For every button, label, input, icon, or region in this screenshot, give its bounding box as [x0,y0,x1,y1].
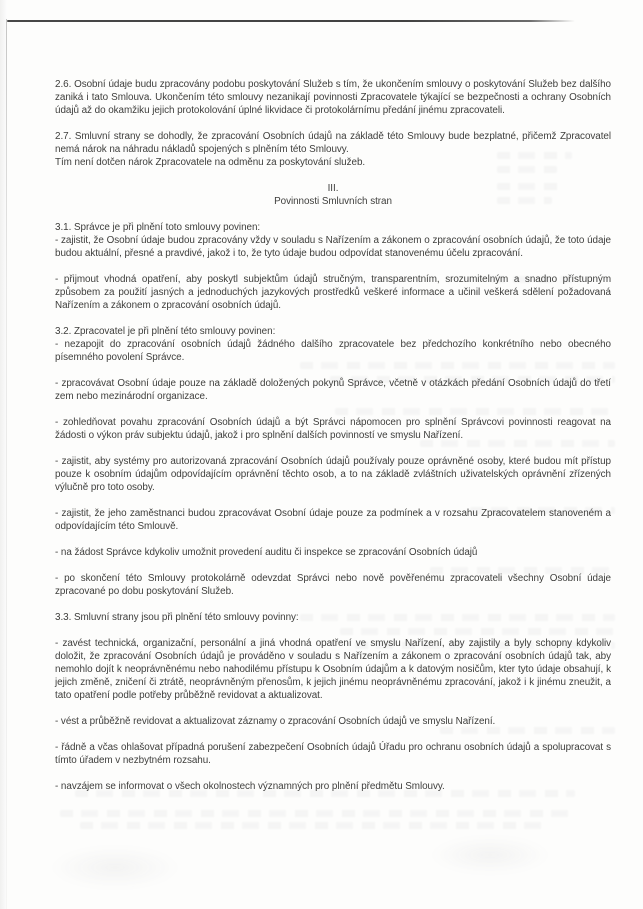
clause-2-7: 2.7. Smluvní strany se dohodly, že zpracování Osobních údajů na základě této Smlouvy bude bezplatné, přičemž Zpracovatel nemá nárok na náhradu nákladů spojených s plněním této Smlouvy. [55,131,611,155]
scan-artifact-edge-shade [0,0,7,909]
clause-3-2-bullet: - zohledňovat povahu zpracování Osobních údajů a být Správci nápomocen pro splnění Správcovi povinnosti reagovat na žádosti o výkon práv subjektu údajů, jakož i pro splnění dalších povinností ve smyslu Nařízení. [55,417,611,441]
clause-3-2-bullet: - na žádost Správce kdykoliv umožnit provedení auditu či inspekce se zpracování Osobních údajů [55,547,478,558]
article-heading [55,182,611,208]
bleedthrough-mark [80,822,550,829]
clause-3-3-intro: 3.3. Smluvní strany jsou při plnění této smlouvy povinny: [55,612,299,623]
scan-smudge [430,835,550,875]
clause-3-2-bullet: - nezapojit do zpracování osobních údajů žádného dalšího zpracovatele bez předchozího konkrétního nebo obecného písemného povolení Správce. [55,339,611,363]
document-body [55,78,611,806]
clause-2-6: 2.6. Osobní údaje budu zpracovány podobu poskytování Služeb s tím, že ukončením smlouvy o poskytování Služeb bez dalšího zaniká i tato Smlouva. Ukončením této smlouvy nezanikají povinnosti Zpracovatele týkající se bezpečnosti a ochrany Osobních údajů až do okamžiku jejich protokolování úplné likvidace či protokolárnímu předání jinému zpracovateli. [55,79,611,116]
clause-2-7-note: Tím není dotčen nárok Zpracovatele na odměnu za poskytování služeb. [55,157,366,168]
clause-3-3-bullet: - vést a průběžně revidovat a aktualizovat záznamy o zpracování Osobních údajů ve smyslu Nařízení. [55,716,496,727]
clause-3-3-section [55,611,611,793]
clause-3-2-intro: 3.2. Zpracovatel je při plnění této smlouvy povinen: [55,326,276,337]
clause-3-2-bullet: - zpracovávat Osobní údaje pouze na základě doložených pokynů Správce, včetně v otázkách předání Osobních údajů do třetí zem nebo mezinárodní organizace. [55,378,611,402]
clause-3-1-bullet: - přijmout vhodná opatření, aby poskytl subjektům údajů stručným, transparentním, srozumitelným a snadno přístupným způsobem za použití jasných a jednoduchých jazykových prostředků veškeré informace a učinil veškerá sdělení požadovaná Nařízením a zákonem o zpracování osobních údajů. [55,274,611,311]
clause-3-3-bullet: - řádně a včas ohlašovat případná porušení zabezpečení Osobních údajů Úřadu pro ochranu osobních údajů a spolupracovat s tímto úřadem v nezbytném rozsahu. [55,742,611,766]
article-numeral: III. [327,183,339,194]
clause-3-3-bullet: - zavést technická, organizační, personální a jiná vhodná opatření ve smyslu Nařízení, aby zajistily a byly schopny kdykoliv doložit, že zpracování Osobních údajů je prováděno v souladu s Nařízením a zákonem o zpracování osobních údajů tak, aby nemohlo dojít k neoprávněnému nebo nahodilému přístupu k Osobním údajům a k datovým nosičům, kter tyto údaje obsahují, k jejich změně, zničení či ztrátě, neoprávněným přenosům, k jejich jinému neoprávněnému zpracování, jakož i k jinému zneužit, a tato opatření podle potřeby průběžně revidovat a aktualizovat. [55,638,611,701]
clause-3-2-bullet: - zajistit, že jeho zaměstnanci budou zpracovávat Osobní údaje pouze za podmínek a v rozsahu Zpracovatelem stanoveném a odpovídajícím této Smlouvě. [55,508,611,532]
article-title: Povinnosti Smluvních stran [274,196,392,207]
clause-3-1-intro: 3.1. Správce je při plnění toto smlouvy povinen: [55,222,261,233]
clause-3-2-bullet: - po skončení této Smlouvy protokolárně odevzdat Správci nebo nově pověřenému zpracovateli všechny Osobní údaje zpracované po dobu poskytování Služeb. [55,573,611,597]
clause-3-2-bullet: - zajistit, aby systémy pro autorizovaná zpracování Osobních údajů používaly pouze oprávněné osoby, které budou mít přístup pouze k osobním údajům odpovídajícím oprávnění těchto osob, a to na základě zvláštních uživatelských oprávnění zřízených výlučně pro toto osoby. [55,456,611,493]
scan-artifact-top-line [7,20,575,22]
clause-3-3-bullet: - navzájem se informovat o všech okolnostech významných pro plnění předmětu Smlouvy. [55,781,445,792]
bleedthrough-mark [60,810,575,817]
scan-smudge [50,845,180,890]
clause-3-1-bullet: - zajistit, že Osobní údaje budou zpracovány vždy v souladu s Nařízením a zákonem o zpracování osobních údajů, že toto údaje budou aktuální, přesné a pravdivé, jakož i to, že tyto údaje budou odpovídat stanovenému účelu zpracování. [55,235,611,259]
